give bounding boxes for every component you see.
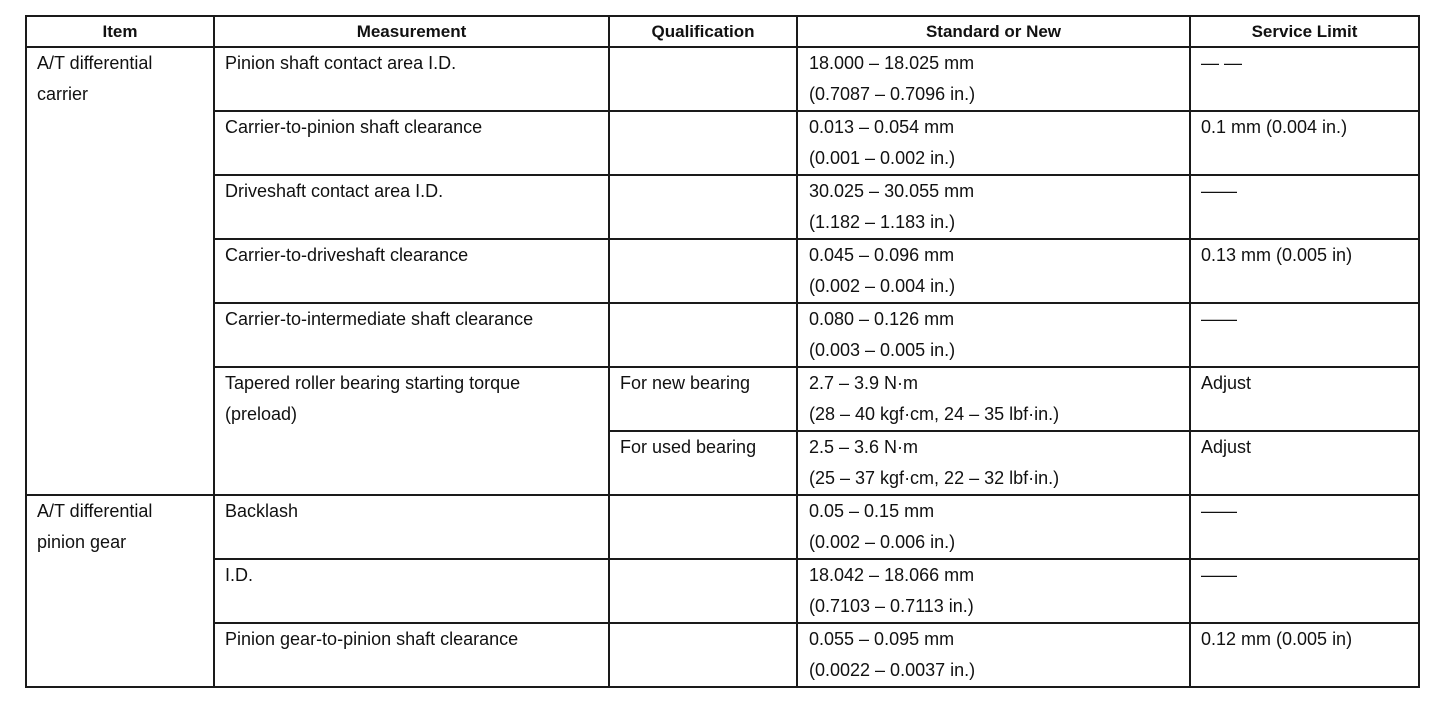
standard-metric: 18.042 – 18.066 mm — [809, 565, 975, 585]
standard-cell — [797, 47, 1190, 111]
measurement-cell: I.D. — [214, 559, 609, 623]
service-limit-cell: Adjust — [1190, 431, 1419, 495]
service-limit-cell: — — — [1190, 47, 1419, 111]
header-standard: Standard or New — [797, 16, 1190, 47]
standard-imperial: (1.182 – 1.183 in.) — [809, 212, 956, 232]
service-limit-cell: 0.13 mm (0.005 in) — [1190, 239, 1419, 303]
service-limit-cell: —— — [1190, 559, 1419, 623]
standard-imperial: (0.0022 – 0.0037 in.) — [809, 660, 976, 680]
table-row — [26, 47, 1419, 111]
qualification-cell: For new bearing — [609, 367, 797, 431]
table-row — [26, 239, 1419, 303]
standard-cell — [797, 495, 1190, 559]
qualification-cell — [609, 47, 797, 111]
standard-imperial: (0.002 – 0.006 in.) — [809, 532, 956, 552]
standard-imperial: (0.003 – 0.005 in.) — [809, 340, 956, 360]
standard-imperial: (0.7087 – 0.7096 in.) — [809, 84, 976, 104]
measurement-cell: Carrier-to-driveshaft clearance — [214, 239, 609, 303]
item-label-line2: carrier — [37, 84, 89, 104]
standard-cell — [797, 559, 1190, 623]
standard-imperial: (0.7103 – 0.7113 in.) — [809, 596, 974, 616]
service-limit-cell: —— — [1190, 175, 1419, 239]
item-label-line1: A/T differential — [37, 501, 153, 521]
qualification-cell — [609, 239, 797, 303]
standard-metric: 0.080 – 0.126 mm — [809, 309, 955, 329]
standard-metric: 0.055 – 0.095 mm — [809, 629, 955, 649]
qualification-cell — [609, 495, 797, 559]
header-item: Item — [26, 16, 214, 47]
qualification-cell — [609, 303, 797, 367]
service-limit-cell: Adjust — [1190, 367, 1419, 431]
standard-metric: 2.7 – 3.9 N·m — [809, 373, 919, 393]
qualification-cell: For used bearing — [609, 431, 797, 495]
table-row — [26, 175, 1419, 239]
table-row — [26, 623, 1419, 687]
measurement-cell: Pinion gear-to-pinion shaft clearance — [214, 623, 609, 687]
table-row — [26, 111, 1419, 175]
service-limit-cell: 0.12 mm (0.005 in) — [1190, 623, 1419, 687]
standard-imperial: (0.002 – 0.004 in.) — [809, 276, 956, 296]
measurement-line1: Tapered roller bearing starting torque — [225, 373, 521, 393]
standard-metric: 0.05 – 0.15 mm — [809, 501, 935, 521]
standard-imperial: (25 – 37 kgf·cm, 22 – 32 lbf·in.) — [809, 468, 1060, 488]
standard-imperial: (28 – 40 kgf·cm, 24 – 35 lbf·in.) — [809, 404, 1060, 424]
measurement-line2: (preload) — [225, 404, 298, 424]
standard-cell — [797, 431, 1190, 495]
header-row — [26, 16, 1419, 47]
table-row — [26, 303, 1419, 367]
measurement-cell: Carrier-to-intermediate shaft clearance — [214, 303, 609, 367]
standard-metric: 0.045 – 0.096 mm — [809, 245, 955, 265]
standard-cell — [797, 303, 1190, 367]
service-limit-cell: —— — [1190, 303, 1419, 367]
standard-cell — [797, 239, 1190, 303]
measurement-cell: Carrier-to-pinion shaft clearance — [214, 111, 609, 175]
specifications-table — [25, 15, 1420, 688]
measurement-cell: Pinion shaft contact area I.D. — [214, 47, 609, 111]
header-service-limit: Service Limit — [1190, 16, 1419, 47]
measurement-cell: Backlash — [214, 495, 609, 559]
measurement-cell: Driveshaft contact area I.D. — [214, 175, 609, 239]
item-label-line2: pinion gear — [37, 532, 127, 552]
qualification-cell — [609, 175, 797, 239]
header-qualification: Qualification — [609, 16, 797, 47]
measurement-cell — [214, 367, 609, 495]
standard-cell — [797, 175, 1190, 239]
standard-metric: 18.000 – 18.025 mm — [809, 53, 975, 73]
table-row — [26, 367, 1419, 431]
standard-metric: 0.013 – 0.054 mm — [809, 117, 955, 137]
table-row — [26, 559, 1419, 623]
qualification-cell — [609, 111, 797, 175]
standard-cell — [797, 367, 1190, 431]
service-limit-cell: —— — [1190, 495, 1419, 559]
header-measurement: Measurement — [214, 16, 609, 47]
qualification-cell — [609, 623, 797, 687]
qualification-cell — [609, 559, 797, 623]
service-limit-cell: 0.1 mm (0.004 in.) — [1190, 111, 1419, 175]
table-row — [26, 495, 1419, 559]
standard-metric: 2.5 – 3.6 N·m — [809, 437, 919, 457]
item-cell — [26, 47, 214, 495]
standard-cell — [797, 623, 1190, 687]
standard-metric: 30.025 – 30.055 mm — [809, 181, 975, 201]
standard-cell — [797, 111, 1190, 175]
item-label-line1: A/T differential — [37, 53, 153, 73]
standard-imperial: (0.001 – 0.002 in.) — [809, 148, 956, 168]
item-cell — [26, 495, 214, 687]
